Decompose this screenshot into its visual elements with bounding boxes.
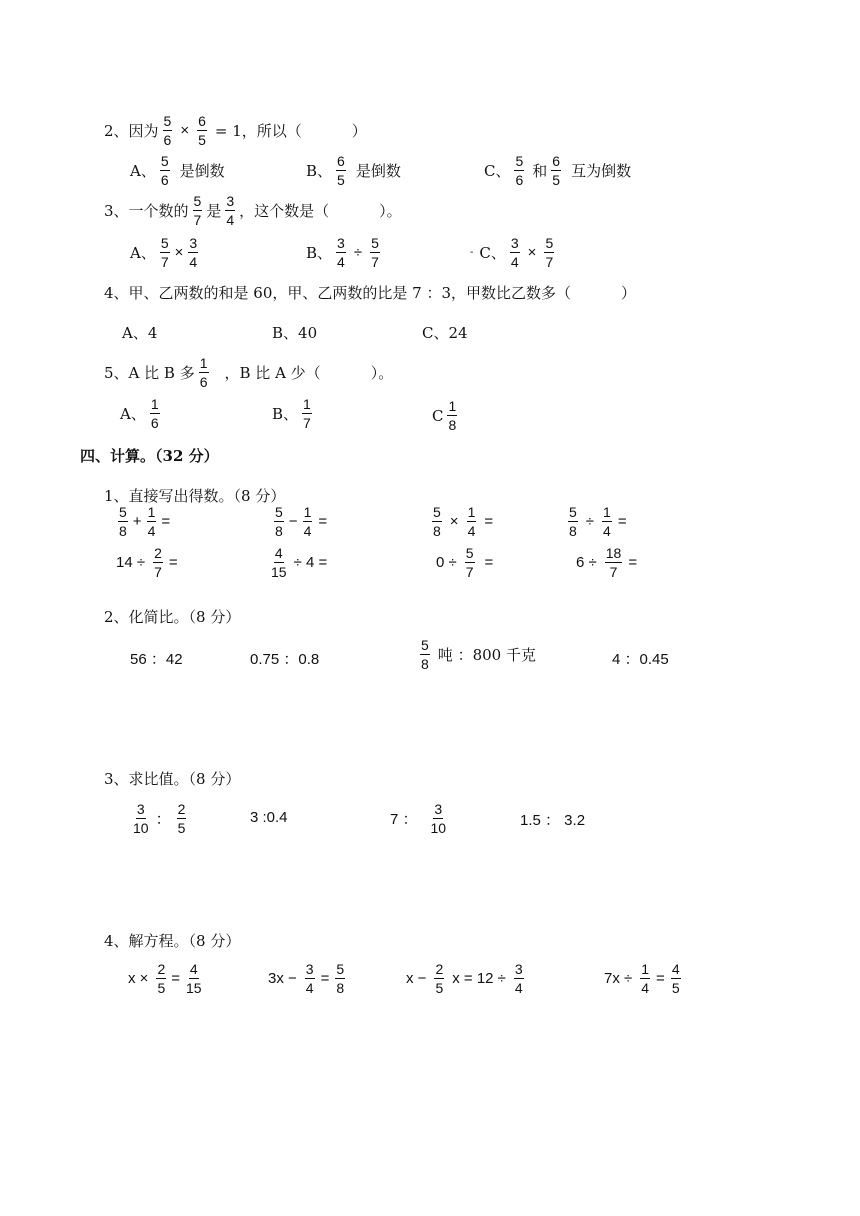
q5-option-b [272, 397, 314, 430]
q3-option-c [470, 236, 556, 269]
calc-item [566, 505, 629, 538]
fraction-denominator: 8 [275, 523, 283, 539]
fraction [270, 546, 288, 579]
q5-option-a [120, 397, 162, 430]
fraction-numerator: 2 [435, 961, 444, 977]
equation-item [604, 962, 683, 995]
fraction-numerator: 5 [433, 504, 441, 520]
fraction [153, 546, 163, 579]
answer-blank-close: ） [621, 284, 637, 302]
fraction [160, 154, 170, 187]
ratio-item: 4 ：0.45 [612, 651, 669, 668]
fraction-denominator: 4 [189, 254, 198, 270]
text-segment: 3x − [268, 970, 297, 987]
text-segment: × [527, 244, 537, 261]
text-segment: ÷ 4 = [293, 554, 328, 571]
text-segment: 是倒数 [355, 162, 401, 180]
fraction [197, 114, 207, 147]
fraction [465, 546, 475, 579]
fraction-numerator: 1 [303, 504, 312, 520]
calc-item [116, 546, 178, 579]
fraction-denominator: 8 [448, 417, 457, 433]
fraction-numerator: 1 [448, 398, 457, 414]
fraction [671, 962, 681, 995]
fraction [193, 194, 203, 227]
fraction-denominator: 7 [193, 212, 202, 228]
fraction [160, 236, 170, 269]
calc-item [436, 546, 493, 579]
q4-option-a: A、4 [122, 324, 158, 342]
answer-blank-close: ）。 [370, 364, 394, 382]
fraction-numerator: 3 [189, 235, 198, 251]
fraction-numerator: 5 [163, 113, 172, 129]
fraction-denominator: 8 [336, 980, 345, 996]
text-segment: x = 12 ÷ [452, 970, 506, 987]
ratio-item: 56 ：42 [130, 651, 183, 668]
fraction-numerator: 5 [421, 637, 429, 653]
q5-stem [104, 356, 393, 389]
part2-title: 2、化简比。（8 分） [104, 608, 241, 626]
fraction [185, 962, 203, 995]
text-segment: C、 [484, 162, 511, 180]
text-segment: ，B 比 A 少（ [224, 364, 321, 382]
fraction-numerator: 5 [371, 235, 379, 251]
answer-blank-close: ）。 [379, 202, 402, 220]
ratio-value-item: 3 :0.4 [250, 809, 288, 826]
fraction [132, 802, 150, 835]
fraction [467, 505, 477, 538]
fraction [514, 962, 524, 995]
fraction [514, 154, 524, 187]
fraction-denominator: 15 [271, 564, 287, 580]
calc-item [576, 546, 637, 579]
q5-option-c [432, 399, 459, 432]
text-segment: 5、A 比 B 多 [104, 364, 195, 382]
text-segment: B、 [272, 405, 299, 423]
text-segment: 互为倒数 [571, 162, 632, 180]
fraction [432, 505, 442, 538]
fraction-numerator: 3 [434, 801, 443, 817]
text-segment: 0 ÷ [436, 554, 457, 571]
text-segment: 7 ： [390, 811, 418, 828]
part4-title: 4、解方程。（8 分） [104, 932, 241, 950]
ratio-value-item [130, 802, 188, 835]
fraction [302, 397, 312, 430]
fraction-denominator: 4 [603, 523, 611, 539]
fraction [303, 505, 313, 538]
fraction-numerator: 5 [465, 545, 474, 561]
fraction-denominator: 4 [641, 980, 650, 996]
fraction-denominator: 8 [119, 523, 127, 539]
text-segment: = [161, 513, 171, 530]
equation-item [406, 962, 526, 995]
fraction-numerator: 2 [177, 801, 186, 817]
fraction [305, 962, 315, 995]
ratio-value-item [390, 802, 449, 835]
fraction [510, 236, 520, 269]
fraction-numerator: 5 [545, 235, 554, 251]
fraction [640, 962, 650, 995]
part3-title: 3、求比值。（8 分） [104, 770, 241, 788]
ratio-item: 0.75 ：0.8 [250, 651, 320, 668]
q2-stem-prefix: 2、因为 [104, 122, 159, 140]
fraction [336, 154, 346, 187]
fraction-numerator: 1 [303, 396, 311, 412]
fraction-numerator: 6 [198, 113, 206, 129]
fraction-denominator: 8 [421, 656, 429, 672]
fraction-denominator: 6 [199, 374, 208, 390]
fraction-numerator: 1 [150, 396, 159, 412]
fraction [336, 236, 346, 269]
fraction-denominator: 5 [157, 980, 166, 996]
fraction-denominator: 4 [514, 980, 523, 996]
fraction [118, 505, 128, 538]
fraction-denominator: 5 [552, 172, 561, 188]
fraction [199, 356, 209, 389]
fraction-numerator: 18 [605, 545, 622, 561]
text-segment: = [318, 513, 328, 530]
fraction-denominator: 4 [226, 212, 235, 228]
text-segment: x − [406, 970, 427, 987]
q4-option-c: C、24 [422, 324, 468, 342]
text-segment: = [171, 970, 180, 987]
fraction [430, 802, 448, 835]
q4-stem [104, 282, 636, 303]
fraction-numerator: 4 [671, 961, 680, 977]
fraction-denominator: 5 [671, 980, 680, 996]
fraction [370, 236, 380, 269]
text-segment: 6 ÷ [576, 554, 597, 571]
fraction [602, 505, 612, 538]
text-segment: B、 [306, 244, 333, 262]
fraction [188, 236, 198, 269]
fraction [568, 505, 578, 538]
text-segment: A、 [120, 405, 146, 423]
fraction-denominator: 7 [154, 564, 162, 580]
fraction-numerator: 5 [275, 504, 283, 520]
equation-item [128, 962, 205, 995]
fraction [147, 505, 157, 538]
fraction-numerator: 5 [160, 153, 169, 169]
fraction-numerator: 1 [199, 355, 208, 371]
equation-item [268, 962, 347, 995]
text-segment: x × [128, 970, 149, 987]
text-segment: 14 ÷ [116, 554, 146, 571]
fraction-numerator: 5 [569, 504, 577, 520]
q2-option-c [484, 154, 631, 187]
calc-item [430, 505, 497, 538]
text-segment: 和 [532, 162, 548, 180]
ratio-item [418, 638, 536, 671]
fraction-numerator: 3 [510, 235, 519, 251]
fraction [225, 194, 235, 227]
fraction [156, 962, 166, 995]
fraction [335, 962, 345, 995]
fraction-numerator: 3 [514, 961, 523, 977]
section-title: 四、计算。（32 分） [80, 447, 219, 465]
fraction-denominator: 5 [177, 820, 186, 836]
fraction-numerator: 3 [136, 801, 145, 817]
text-segment: × [449, 513, 459, 530]
fraction-denominator: 10 [430, 820, 447, 836]
q3-option-b [306, 236, 382, 269]
fraction-numerator: 1 [147, 504, 156, 520]
fraction-denominator: 5 [337, 172, 345, 188]
fraction [544, 236, 554, 269]
text-segment: = [168, 554, 178, 571]
q2-option-a [130, 154, 225, 187]
calc-item [272, 505, 329, 538]
fraction [447, 399, 457, 432]
fraction-numerator: 3 [337, 235, 345, 251]
fraction-denominator: 5 [198, 132, 206, 148]
text-segment: ，这个数是（ [239, 202, 330, 220]
ratio-value-item: 1.5 ： 3.2 [520, 812, 586, 829]
fraction-numerator: 1 [641, 961, 650, 977]
fraction-denominator: 4 [147, 523, 156, 539]
text-segment: 3、一个数的 [104, 202, 189, 220]
text-segment: - [470, 247, 474, 258]
q3-option-a [130, 236, 200, 269]
fraction-denominator: 5 [435, 980, 444, 996]
fraction-denominator: 4 [510, 254, 519, 270]
text-segment: C、 [479, 244, 506, 262]
fraction [163, 114, 173, 147]
fraction-numerator: 5 [193, 193, 202, 209]
fraction-numerator: 2 [157, 961, 166, 977]
fraction [605, 546, 623, 579]
fraction-denominator: 6 [150, 415, 159, 431]
text-segment: + [132, 513, 142, 530]
text-segment: A、 [130, 162, 156, 180]
fraction-denominator: 4 [305, 980, 314, 996]
fraction-denominator: 10 [133, 820, 149, 836]
fraction [274, 505, 284, 538]
fraction-numerator: 3 [305, 961, 314, 977]
calc-item [268, 546, 327, 579]
fraction-denominator: 7 [303, 415, 311, 431]
times-sign: × [180, 122, 190, 139]
fraction-denominator: 6 [515, 172, 524, 188]
fraction-numerator: 6 [552, 153, 561, 169]
fraction-denominator: 4 [467, 523, 476, 539]
fraction-denominator: 4 [337, 254, 345, 270]
text-segment: × [174, 244, 184, 261]
fraction-numerator: 5 [160, 235, 169, 251]
fraction-numerator: 5 [336, 961, 345, 977]
q2-stem [104, 114, 367, 147]
text-segment: = [484, 513, 494, 530]
text-segment: C [432, 406, 444, 425]
fraction-numerator: 1 [603, 504, 611, 520]
text-segment: A、 [130, 244, 156, 262]
fraction-numerator: 4 [274, 545, 283, 561]
text-segment: 吨 ：800 千克 [437, 646, 536, 664]
fraction-denominator: 7 [609, 564, 618, 580]
text-segment: = [484, 554, 494, 571]
fraction-numerator: 1 [467, 504, 476, 520]
fraction-denominator: 6 [163, 132, 172, 148]
fraction-numerator: 3 [226, 193, 235, 209]
fraction-denominator: 7 [545, 254, 554, 270]
fraction-numerator: 5 [119, 504, 127, 520]
q4-option-b: B、40 [272, 324, 318, 342]
text-segment: 是 [206, 202, 222, 220]
part1-title: 1、直接写出得数。（8 分） [104, 487, 286, 505]
text-segment: ： [155, 811, 171, 828]
text-segment: ÷ [353, 244, 363, 261]
fraction-numerator: 4 [189, 961, 198, 977]
fraction-numerator: 2 [154, 545, 162, 561]
fraction-denominator: 7 [160, 254, 169, 270]
text-segment: B、 [306, 162, 333, 180]
text-segment: = [320, 970, 330, 987]
text-segment: = [656, 970, 665, 987]
fraction-denominator: 7 [371, 254, 379, 270]
answer-blank-close: ） [351, 122, 367, 140]
fraction-denominator: 8 [433, 523, 441, 539]
text-segment: = [628, 554, 638, 571]
fraction [177, 802, 187, 835]
fraction-denominator: 4 [303, 523, 312, 539]
fraction [150, 397, 160, 430]
text-segment: ÷ [585, 513, 595, 530]
text-segment: = [617, 513, 627, 530]
fraction-numerator: 6 [337, 153, 345, 169]
text-segment: − [288, 513, 298, 530]
fraction [420, 638, 430, 671]
fraction [434, 962, 444, 995]
q2-option-b [306, 154, 401, 187]
fraction-denominator: 8 [569, 523, 577, 539]
text-segment: 7x ÷ [604, 970, 633, 987]
q3-stem [104, 194, 402, 227]
text-segment: 4、甲、乙两数的和是 60，甲、乙两数的比是 7 ：3，甲数比乙数多（ [104, 284, 572, 302]
fraction [551, 154, 561, 187]
fraction-denominator: 7 [465, 564, 474, 580]
fraction-numerator: 5 [515, 153, 524, 169]
text-segment: 是倒数 [179, 162, 225, 180]
q2-stem-suffix: = 1，所以（ [214, 122, 302, 140]
fraction-denominator: 15 [186, 980, 202, 996]
fraction-denominator: 6 [160, 172, 169, 188]
calc-item [116, 505, 171, 538]
